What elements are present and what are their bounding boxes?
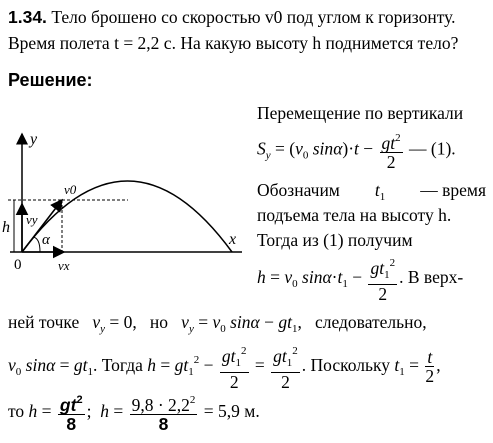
solution-p2: Обозначим $t_1$ — время <box>257 180 487 203</box>
vy-label: vy <box>26 212 38 227</box>
solution-p3: подъема тела на высоту h. <box>257 205 452 225</box>
problem-text-1: Тело брошено со скоростью v0 под углом к горизонту. <box>51 7 456 27</box>
problem-line-1 <box>8 7 456 27</box>
vx-label: vx <box>58 258 70 272</box>
solution-p4: Тогда из (1) получим <box>257 230 413 250</box>
trajectory-figure <box>0 132 250 272</box>
problem-number: 1.34. <box>8 7 47 27</box>
v0-label: v0 <box>64 182 77 197</box>
solution-heading: Решение: <box>8 70 93 90</box>
solution-p6: ней точке $v_y = 0$, но $v_y = v_0$ $\sin\alpha - gt_1$, следовательно, <box>8 312 427 335</box>
solution-p1: Перемещение по вертикали <box>257 103 464 123</box>
alpha-arc <box>33 237 40 252</box>
y-axis-label: y <box>30 132 38 148</box>
solution-eq2: $h = v_0$ $\sin\alpha\cdot t_1$ − $\frac{gt_1^2}{2}$ . В верх- <box>257 257 464 304</box>
h-label: h <box>2 219 10 236</box>
solution-p8: то h = $\frac{gt^2}{8}$ ; h = $\frac{9,8 \cdot 2,2^2}{8}$ = 5,9 м. <box>8 394 260 435</box>
alpha-label: α <box>42 232 50 248</box>
problem-text-2: Время полета t = 2,2 с. На какую высоту h поднимется тело? <box>8 33 459 53</box>
problem-line-2 <box>8 33 458 53</box>
solution-p7: $v_0$ $\sin\alpha = gt_1$. Тогда $h = gt_1^2$ − $\frac{gt_1^2}{2}$ = $\frac{gt_1^2}{2}$ . Поскольку $t_1$ = $\frac{t}{2}$ , <box>8 344 441 392</box>
solution-eq1: $S_y = (v_0$ sinα)·t − $\frac{gt^2}{2}$ — (1). <box>257 132 456 172</box>
x-axis-label: x <box>229 231 237 248</box>
trajectory-curve <box>22 181 232 252</box>
origin-label: 0 <box>14 257 22 272</box>
